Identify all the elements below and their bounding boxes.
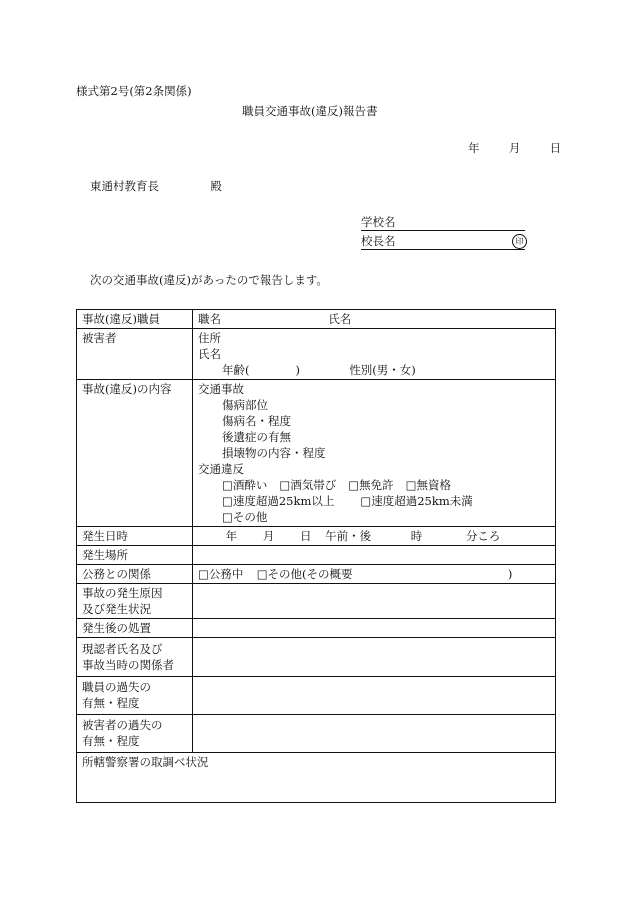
accident-item: 損壊物の内容・程度 [222, 446, 326, 460]
dt-ampm: 午前・後 [325, 529, 372, 543]
cell-datetime [193, 527, 556, 546]
intro-text: 次の交通事故(違反)があったので報告します。 [90, 273, 328, 287]
option-speed-over-25: □速度超過25km以上 [222, 494, 335, 508]
option-unqualified: □無資格 [405, 478, 451, 492]
accident-heading: 交通事故 [198, 382, 244, 396]
document-title: 職員交通事故(違反)報告書 [242, 104, 378, 118]
row-place [77, 546, 556, 565]
violation-line-2 [198, 493, 550, 509]
cell-place [193, 546, 556, 565]
label-victim-fault-1: 被害者の過失の [82, 718, 163, 732]
label-police: 所轄警察署の取調べ状況 [82, 755, 209, 769]
row-victim-fault [77, 715, 556, 753]
cell-police [77, 753, 556, 803]
school-name-label: 学校名 [361, 215, 396, 229]
option-alcohol: □酒気帯び [279, 478, 337, 492]
victim-age-sex [198, 362, 550, 378]
dt-day: 日 [299, 529, 312, 543]
duty-on: □公務中 [198, 567, 244, 581]
label-staff-fault-1: 職員の過失の [82, 680, 151, 694]
cell-duty [193, 565, 556, 584]
label-staff: 事故(違反)職員 [77, 310, 193, 329]
victim-sex: 性別(男・女) [349, 363, 416, 377]
label-witness [77, 638, 193, 677]
report-table [76, 309, 556, 803]
row-content [77, 380, 556, 527]
accident-item: 後遺症の有無 [222, 430, 291, 444]
cell-staff [193, 310, 556, 329]
option-speed-under-25: □速度超過25km未満 [360, 494, 473, 508]
addressee [90, 181, 222, 193]
date-year: 年 [468, 141, 480, 155]
row-duty [77, 565, 556, 584]
label-victim-fault-2: 有無・程度 [82, 734, 140, 748]
option-drunk: □酒酔い [222, 478, 268, 492]
label-place: 発生場所 [77, 546, 193, 565]
dt-month: 月 [262, 529, 275, 543]
cell-content [193, 380, 556, 527]
accident-item: 傷病名・程度 [222, 414, 291, 428]
row-datetime [77, 527, 556, 546]
violation-heading: 交通違反 [198, 462, 244, 476]
form-number: 様式第2号(第2条関係) [76, 84, 192, 98]
addressee-honorific: 殿 [210, 179, 222, 193]
option-other: □その他 [222, 510, 268, 524]
victim-age: 年齢( [222, 363, 250, 377]
cell-cause [193, 584, 556, 619]
school-name-line [361, 217, 525, 231]
label-staff-fault [77, 677, 193, 715]
addressee-name: 東通村教育長 [90, 179, 159, 193]
staff-name: 氏名 [328, 312, 352, 326]
label-duty: 公務との関係 [77, 565, 193, 584]
option-no-license: □無免許 [348, 478, 394, 492]
staff-position: 職名 [198, 312, 221, 326]
victim-address: 住所 [198, 331, 221, 345]
label-after: 発生後の処置 [77, 619, 193, 638]
row-witness [77, 638, 556, 677]
cell-after [193, 619, 556, 638]
label-victim: 被害者 [77, 329, 193, 380]
cell-victim-fault [193, 715, 556, 753]
label-datetime: 発生日時 [77, 527, 193, 546]
row-staff [77, 310, 556, 329]
label-victim-fault [77, 715, 193, 753]
row-police [77, 753, 556, 803]
dt-minute: 分ころ [465, 529, 501, 543]
victim-name: 氏名 [198, 347, 221, 361]
date-day: 日 [549, 141, 562, 155]
victim-age-close: ) [295, 363, 300, 377]
violation-line-1 [198, 477, 550, 493]
cell-victim [193, 329, 556, 380]
dt-year: 年 [225, 529, 238, 543]
seal-mark: 印 [512, 234, 527, 249]
row-cause [77, 584, 556, 619]
row-staff-fault [77, 677, 556, 715]
label-content: 事故(違反)の内容 [77, 380, 193, 527]
duty-other: □その他(その概要 [256, 567, 353, 581]
cell-staff-fault [193, 677, 556, 715]
row-victim [77, 329, 556, 380]
duty-close: ) [507, 567, 513, 581]
principal-name-line [361, 236, 525, 250]
label-staff-fault-2: 有無・程度 [82, 696, 140, 710]
label-cause-1: 事故の発生原因 [82, 586, 163, 600]
cell-witness [193, 638, 556, 677]
label-witness-2: 事故当時の関係者 [82, 658, 174, 672]
principal-name-label: 校長名 [361, 234, 396, 248]
label-cause-2: 及び発生状況 [82, 602, 151, 616]
dt-hour: 時 [410, 529, 423, 543]
label-cause [77, 584, 193, 619]
date-month: 月 [508, 141, 521, 155]
date-line [468, 143, 561, 155]
accident-item: 傷病部位 [222, 398, 268, 412]
label-witness-1: 現認者氏名及び [82, 642, 163, 656]
row-after [77, 619, 556, 638]
